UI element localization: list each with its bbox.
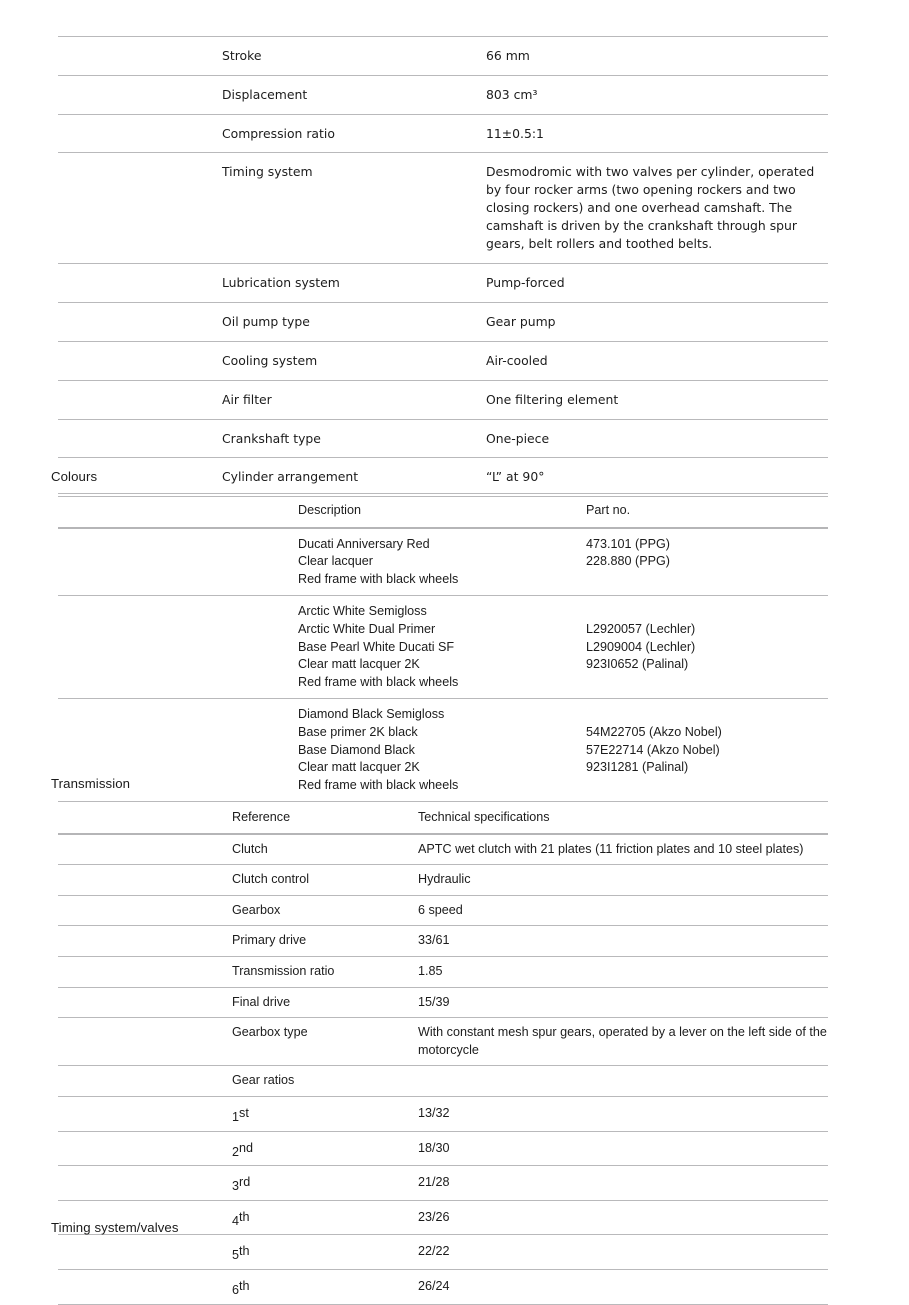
gear-ordinal <box>232 1131 418 1166</box>
spec-value <box>418 1066 828 1097</box>
colour-part-no-line: 923I1281 (Palinal) <box>586 760 689 775</box>
spec-value: “L” at 90° <box>486 469 545 485</box>
gear-number: 2 <box>232 1144 240 1159</box>
table-row <box>58 153 828 264</box>
gear-number: 4 <box>232 1213 240 1228</box>
gear-number: 5 <box>232 1248 240 1263</box>
colour-description-line: Base Pearl White Ducati SF <box>298 639 455 654</box>
spec-value: Desmodromic with two valves per cylinder, operated by four rocker arms (two opening rockers and two closing rockers) and one overhead camshaft. The camshaft is driven by the crankshaft through spur gears, belt rollers and toothed belts. <box>486 164 815 251</box>
column-header-specs: Technical specifications <box>418 810 550 824</box>
gear-number: 3 <box>232 1179 240 1194</box>
spec-label: Final drive <box>232 994 291 1009</box>
table-row <box>58 865 828 896</box>
colour-descriptions <box>298 699 586 802</box>
spec-label: Clutch <box>232 841 268 856</box>
table-row <box>58 303 828 342</box>
spacer-cell <box>58 802 232 834</box>
colours-table <box>58 493 828 802</box>
table-row <box>58 895 828 926</box>
spacer-cell <box>58 926 232 957</box>
gear-ordinal <box>232 1096 418 1131</box>
spec-label-gear-ratios: Gear ratios <box>232 1073 295 1088</box>
table-row <box>58 1018 828 1066</box>
colour-description-line: Clear lacquer <box>298 554 373 569</box>
colour-description-line: Arctic White Dual Primer <box>298 621 436 636</box>
bottom-rule <box>58 1304 828 1305</box>
colour-part-numbers <box>586 528 828 596</box>
spec-label: Crankshaft type <box>222 430 321 446</box>
spec-label: Primary drive <box>232 933 307 948</box>
colour-part-no-line: L2909004 (Lechler) <box>586 639 696 654</box>
spec-label: Displacement <box>222 86 308 102</box>
spec-value: Pump-forced <box>486 275 565 291</box>
colour-description-line: Arctic White Semigloss <box>298 604 427 619</box>
colour-descriptions <box>298 528 586 596</box>
colour-description-line: Red frame with black wheels <box>298 674 459 689</box>
spacer-cell <box>58 1018 232 1066</box>
spec-label: Gearbox type <box>232 1025 308 1040</box>
colour-group-row <box>58 528 828 596</box>
gear-ordinal-suffix: th <box>239 1209 250 1224</box>
gear-ordinal <box>232 1166 418 1201</box>
table-row <box>58 264 828 303</box>
spec-label: Compression ratio <box>222 125 335 141</box>
spacer-cell <box>58 596 298 699</box>
spec-label: Gearbox <box>232 902 281 917</box>
spacer-cell <box>58 494 298 528</box>
spacer-cell <box>58 865 232 896</box>
colour-part-no-line: 923I0652 (Palinal) <box>586 657 689 672</box>
spec-value: 33/61 <box>418 933 450 948</box>
table-row <box>58 926 828 957</box>
colour-group-row <box>58 596 828 699</box>
gear-ordinal-suffix: rd <box>239 1175 251 1190</box>
table-header-row <box>58 802 828 834</box>
table-row <box>58 987 828 1018</box>
table-row-closing-rule <box>58 1304 828 1305</box>
spec-label: Transmission ratio <box>232 963 335 978</box>
column-header-part-no: Part no. <box>586 503 631 517</box>
spacer-cell <box>58 1096 232 1131</box>
spacer-cell <box>58 1166 232 1201</box>
table-row <box>58 458 828 497</box>
colour-part-no-line: L2920057 (Lechler) <box>586 621 696 636</box>
spec-label: Lubrication system <box>222 275 340 291</box>
spec-label: Air filter <box>222 391 272 407</box>
gear-ratio-value: 22/22 <box>418 1244 450 1259</box>
table-row <box>58 834 828 865</box>
table-row <box>58 956 828 987</box>
spec-value: Gear pump <box>486 314 556 330</box>
spec-label: Cylinder arrangement <box>222 469 359 485</box>
gear-ratio-row <box>58 1166 828 1201</box>
spec-value: 66 mm <box>486 48 530 63</box>
engine-table-body <box>58 37 828 498</box>
table-row <box>58 380 828 419</box>
gear-ratio-row <box>58 1235 828 1270</box>
gear-ratio-value: 21/28 <box>418 1175 450 1190</box>
colours-table-body <box>58 528 828 803</box>
colour-part-no-line: 228.880 (PPG) <box>586 554 671 569</box>
table-row <box>58 114 828 153</box>
colour-description-line: Red frame with black wheels <box>298 571 459 586</box>
gear-ordinal <box>232 1200 418 1235</box>
colour-description-line: Base primer 2K black <box>298 724 418 739</box>
colour-part-numbers <box>586 596 828 699</box>
spec-value: With constant mesh spur gears, operated by a lever on the left side of the motorcycle <box>418 1025 827 1057</box>
gear-ratio-row <box>58 1096 828 1131</box>
transmission-table-head <box>58 802 828 834</box>
table-row <box>58 37 828 76</box>
colour-group-row <box>58 699 828 802</box>
spec-label: Clutch control <box>232 872 309 887</box>
colour-description-line: Diamond Black Semigloss <box>298 707 445 722</box>
gear-number: 1 <box>232 1109 240 1124</box>
gear-ordinal-suffix: th <box>239 1244 250 1259</box>
spec-label: Cooling system <box>222 352 318 368</box>
gear-ratio-row <box>58 1269 828 1304</box>
spacer-cell <box>58 1066 232 1097</box>
spacer-cell <box>58 528 298 596</box>
colour-description-line: Clear matt lacquer 2K <box>298 657 420 672</box>
gear-ordinal <box>232 1235 418 1270</box>
gear-ordinal <box>232 1269 418 1304</box>
colour-part-no-line: 473.101 (PPG) <box>586 536 671 551</box>
spec-value: 6 speed <box>418 902 463 917</box>
spec-label: Oil pump type <box>222 314 310 330</box>
spec-value: 15/39 <box>418 994 450 1009</box>
spec-value: One-piece <box>486 430 550 446</box>
spec-label: Timing system <box>222 164 313 180</box>
spacer-cell <box>58 1235 232 1270</box>
spec-value: One filtering element <box>486 391 619 407</box>
table-row <box>58 75 828 114</box>
gear-ratio-value: 18/30 <box>418 1140 450 1155</box>
gear-ratio-value: 13/32 <box>418 1105 450 1120</box>
spacer-cell <box>58 834 232 865</box>
spec-value: Air-cooled <box>486 352 548 368</box>
colour-description-line: Clear matt lacquer 2K <box>298 760 420 775</box>
gear-ratio-row <box>58 1131 828 1166</box>
spacer-cell <box>58 895 232 926</box>
gear-ordinal-suffix: th <box>239 1278 250 1293</box>
gear-ratio-value: 26/24 <box>418 1278 450 1293</box>
colour-descriptions <box>298 596 586 699</box>
spacer-cell <box>58 956 232 987</box>
column-header-description: Description <box>298 503 361 517</box>
colour-part-no-line: 57E22714 (Akzo Nobel) <box>586 742 720 757</box>
spec-label: Stroke <box>222 48 262 63</box>
colour-description-line: Ducati Anniversary Red <box>298 536 430 551</box>
spec-value: 1.85 <box>418 963 443 978</box>
table-row <box>58 341 828 380</box>
spec-value: 803 cm³ <box>486 86 538 102</box>
colour-description-line: Base Diamond Black <box>298 742 415 757</box>
section-heading-transmission: Transmission <box>51 776 131 791</box>
spacer-cell <box>58 1269 232 1304</box>
table-header-row <box>58 494 828 528</box>
spec-value: APTC wet clutch with 21 plates (11 friction plates and 10 steel plates) <box>418 841 804 856</box>
spacer-cell <box>58 1131 232 1166</box>
table-row <box>58 419 828 458</box>
colour-part-numbers <box>586 699 828 802</box>
colours-table-head <box>58 494 828 528</box>
colour-description-line: Red frame with black wheels <box>298 777 459 792</box>
colour-part-no-line: 54M22705 (Akzo Nobel) <box>586 724 722 739</box>
gear-ordinal-suffix: nd <box>239 1140 254 1155</box>
engine-specifications-table <box>58 36 828 497</box>
table-row <box>58 1066 828 1097</box>
spacer-cell <box>58 987 232 1018</box>
spec-value: Hydraulic <box>418 872 471 887</box>
section-heading-colours: Colours <box>51 469 98 484</box>
gear-ordinal-suffix: st <box>239 1105 249 1120</box>
column-header-reference: Reference <box>232 810 291 824</box>
section-heading-timing-system-valves: Timing system/valves <box>51 1220 179 1235</box>
gear-number: 6 <box>232 1282 240 1297</box>
gear-ratio-value: 23/26 <box>418 1209 450 1224</box>
spec-value: 11±0.5:1 <box>486 125 544 141</box>
